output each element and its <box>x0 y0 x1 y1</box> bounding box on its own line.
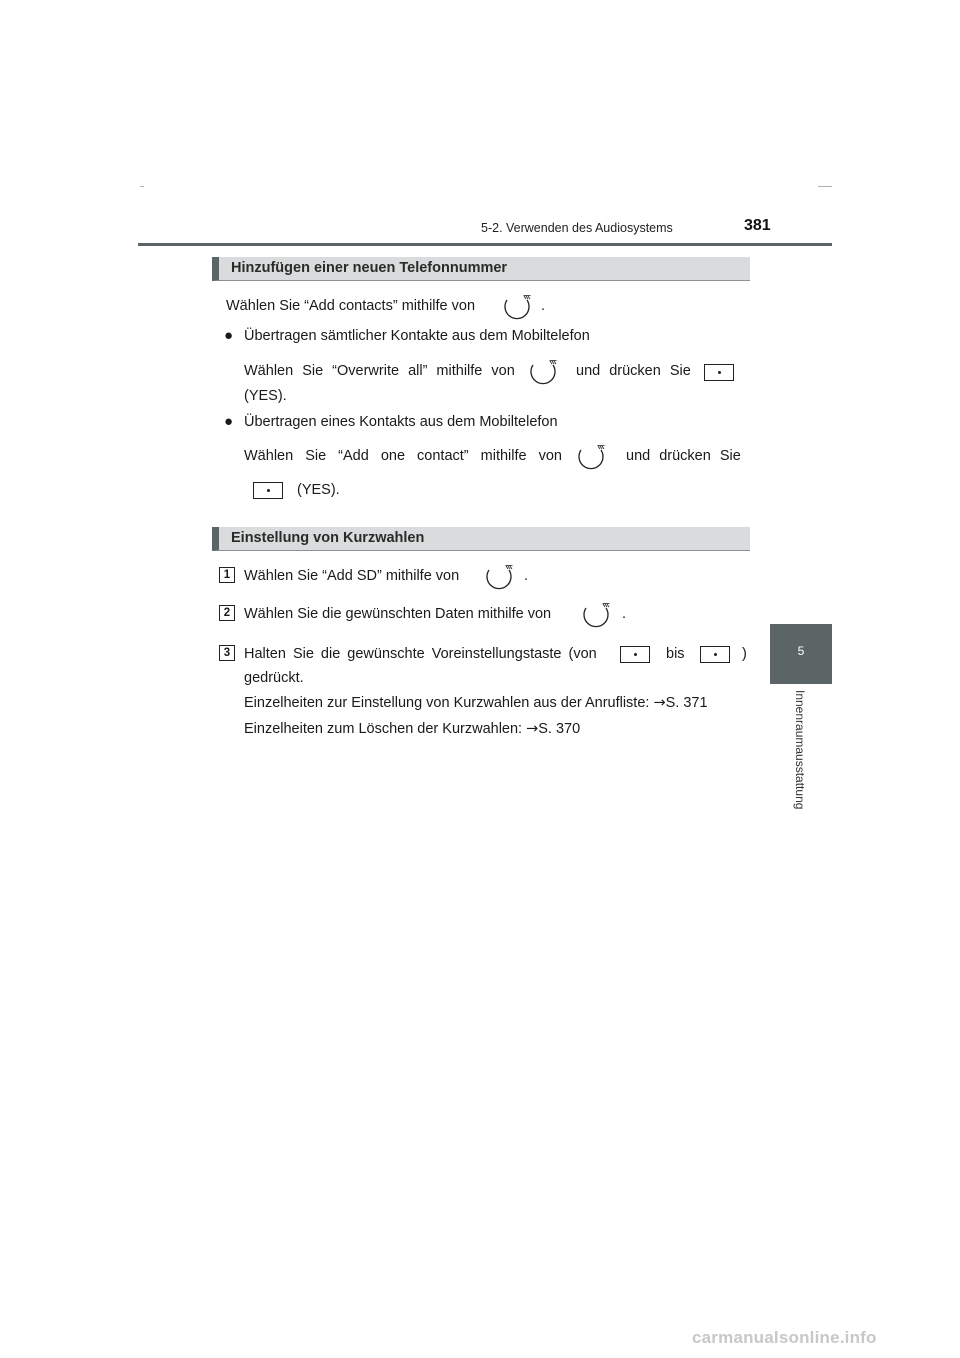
step-3-text: Halten Sie die gewünschte Voreinstellungstaste (von <box>244 646 597 662</box>
step-3-text-cont: gedrückt. <box>244 670 304 686</box>
page-reference-link[interactable]: S. 370 <box>538 721 581 737</box>
add-one-yes: (YES). <box>297 482 340 498</box>
running-header-section: 5-2. Verwenden des Audiosystems <box>481 221 673 235</box>
preset-button-icon <box>700 646 730 663</box>
note-delete-speed-dial <box>244 721 580 737</box>
knob-icon <box>577 444 609 470</box>
bullet-title-overwrite: Übertragen sämtlicher Kontakte aus dem Mobiltelefon <box>244 328 590 344</box>
crop-mark-right <box>818 186 832 187</box>
intro-text-end: . <box>541 298 546 314</box>
arrow-right-icon: → <box>526 721 539 737</box>
add-one-instruction: Wählen Sie “Add one contact” mithilfe von <box>244 448 562 464</box>
overwrite-instruction-cont: und drücken Sie <box>576 363 691 379</box>
knob-icon <box>582 602 614 628</box>
intro-text: Wählen Sie “Add contacts” mithilfe von <box>226 298 476 314</box>
step-number: 1 <box>219 567 235 583</box>
bullet-icon: ● <box>224 327 234 344</box>
overwrite-instruction: Wählen Sie “Overwrite all” mithilfe von <box>244 363 515 379</box>
section-heading-add-number <box>212 257 750 281</box>
chapter-number: 5 <box>797 644 805 658</box>
page-number: 381 <box>744 217 771 234</box>
knob-icon <box>485 564 517 590</box>
step-2-text-end: . <box>622 606 627 622</box>
bullet-title-add-one: Übertragen eines Kontakts aus dem Mobiltelefon <box>244 414 558 430</box>
header-rule <box>138 243 832 246</box>
knob-icon <box>503 294 535 320</box>
section-title: Hinzufügen einer neuen Telefonnummer <box>231 260 508 276</box>
step-1-text: Wählen Sie “Add SD” mithilfe von <box>244 568 460 584</box>
chapter-label: Innenraumausstattung <box>793 690 807 810</box>
knob-icon <box>529 359 561 385</box>
crop-mark-left <box>140 186 144 187</box>
page-reference-link[interactable]: S. 371 <box>665 695 708 711</box>
step-2-text: Wählen Sie die gewünschten Daten mithilfe von <box>244 606 552 622</box>
section-heading-speed-dial <box>212 527 750 551</box>
section-title: Einstellung von Kurzwahlen <box>231 530 425 546</box>
note-text: Einzelheiten zum Löschen der Kurzwahlen: <box>244 721 523 737</box>
step-3-close-paren: ) <box>742 646 747 662</box>
step-1-text-end: . <box>524 568 529 584</box>
overwrite-yes: (YES). <box>244 388 287 404</box>
preset-button-icon <box>704 364 734 381</box>
arrow-right-icon: → <box>653 695 666 711</box>
watermark: carmanualsonline.info <box>692 1328 877 1347</box>
step-number: 2 <box>219 605 235 621</box>
note-speed-dial-from-log <box>244 695 708 711</box>
step-number: 3 <box>219 645 235 661</box>
note-text: Einzelheiten zur Einstellung von Kurzwahlen aus der Anrufliste: <box>244 695 650 711</box>
step-3-bis: bis <box>666 646 685 662</box>
add-one-instruction-cont: und drücken Sie <box>626 448 741 464</box>
bullet-icon: ● <box>224 413 234 430</box>
preset-button-icon <box>253 482 283 499</box>
preset-button-icon <box>620 646 650 663</box>
